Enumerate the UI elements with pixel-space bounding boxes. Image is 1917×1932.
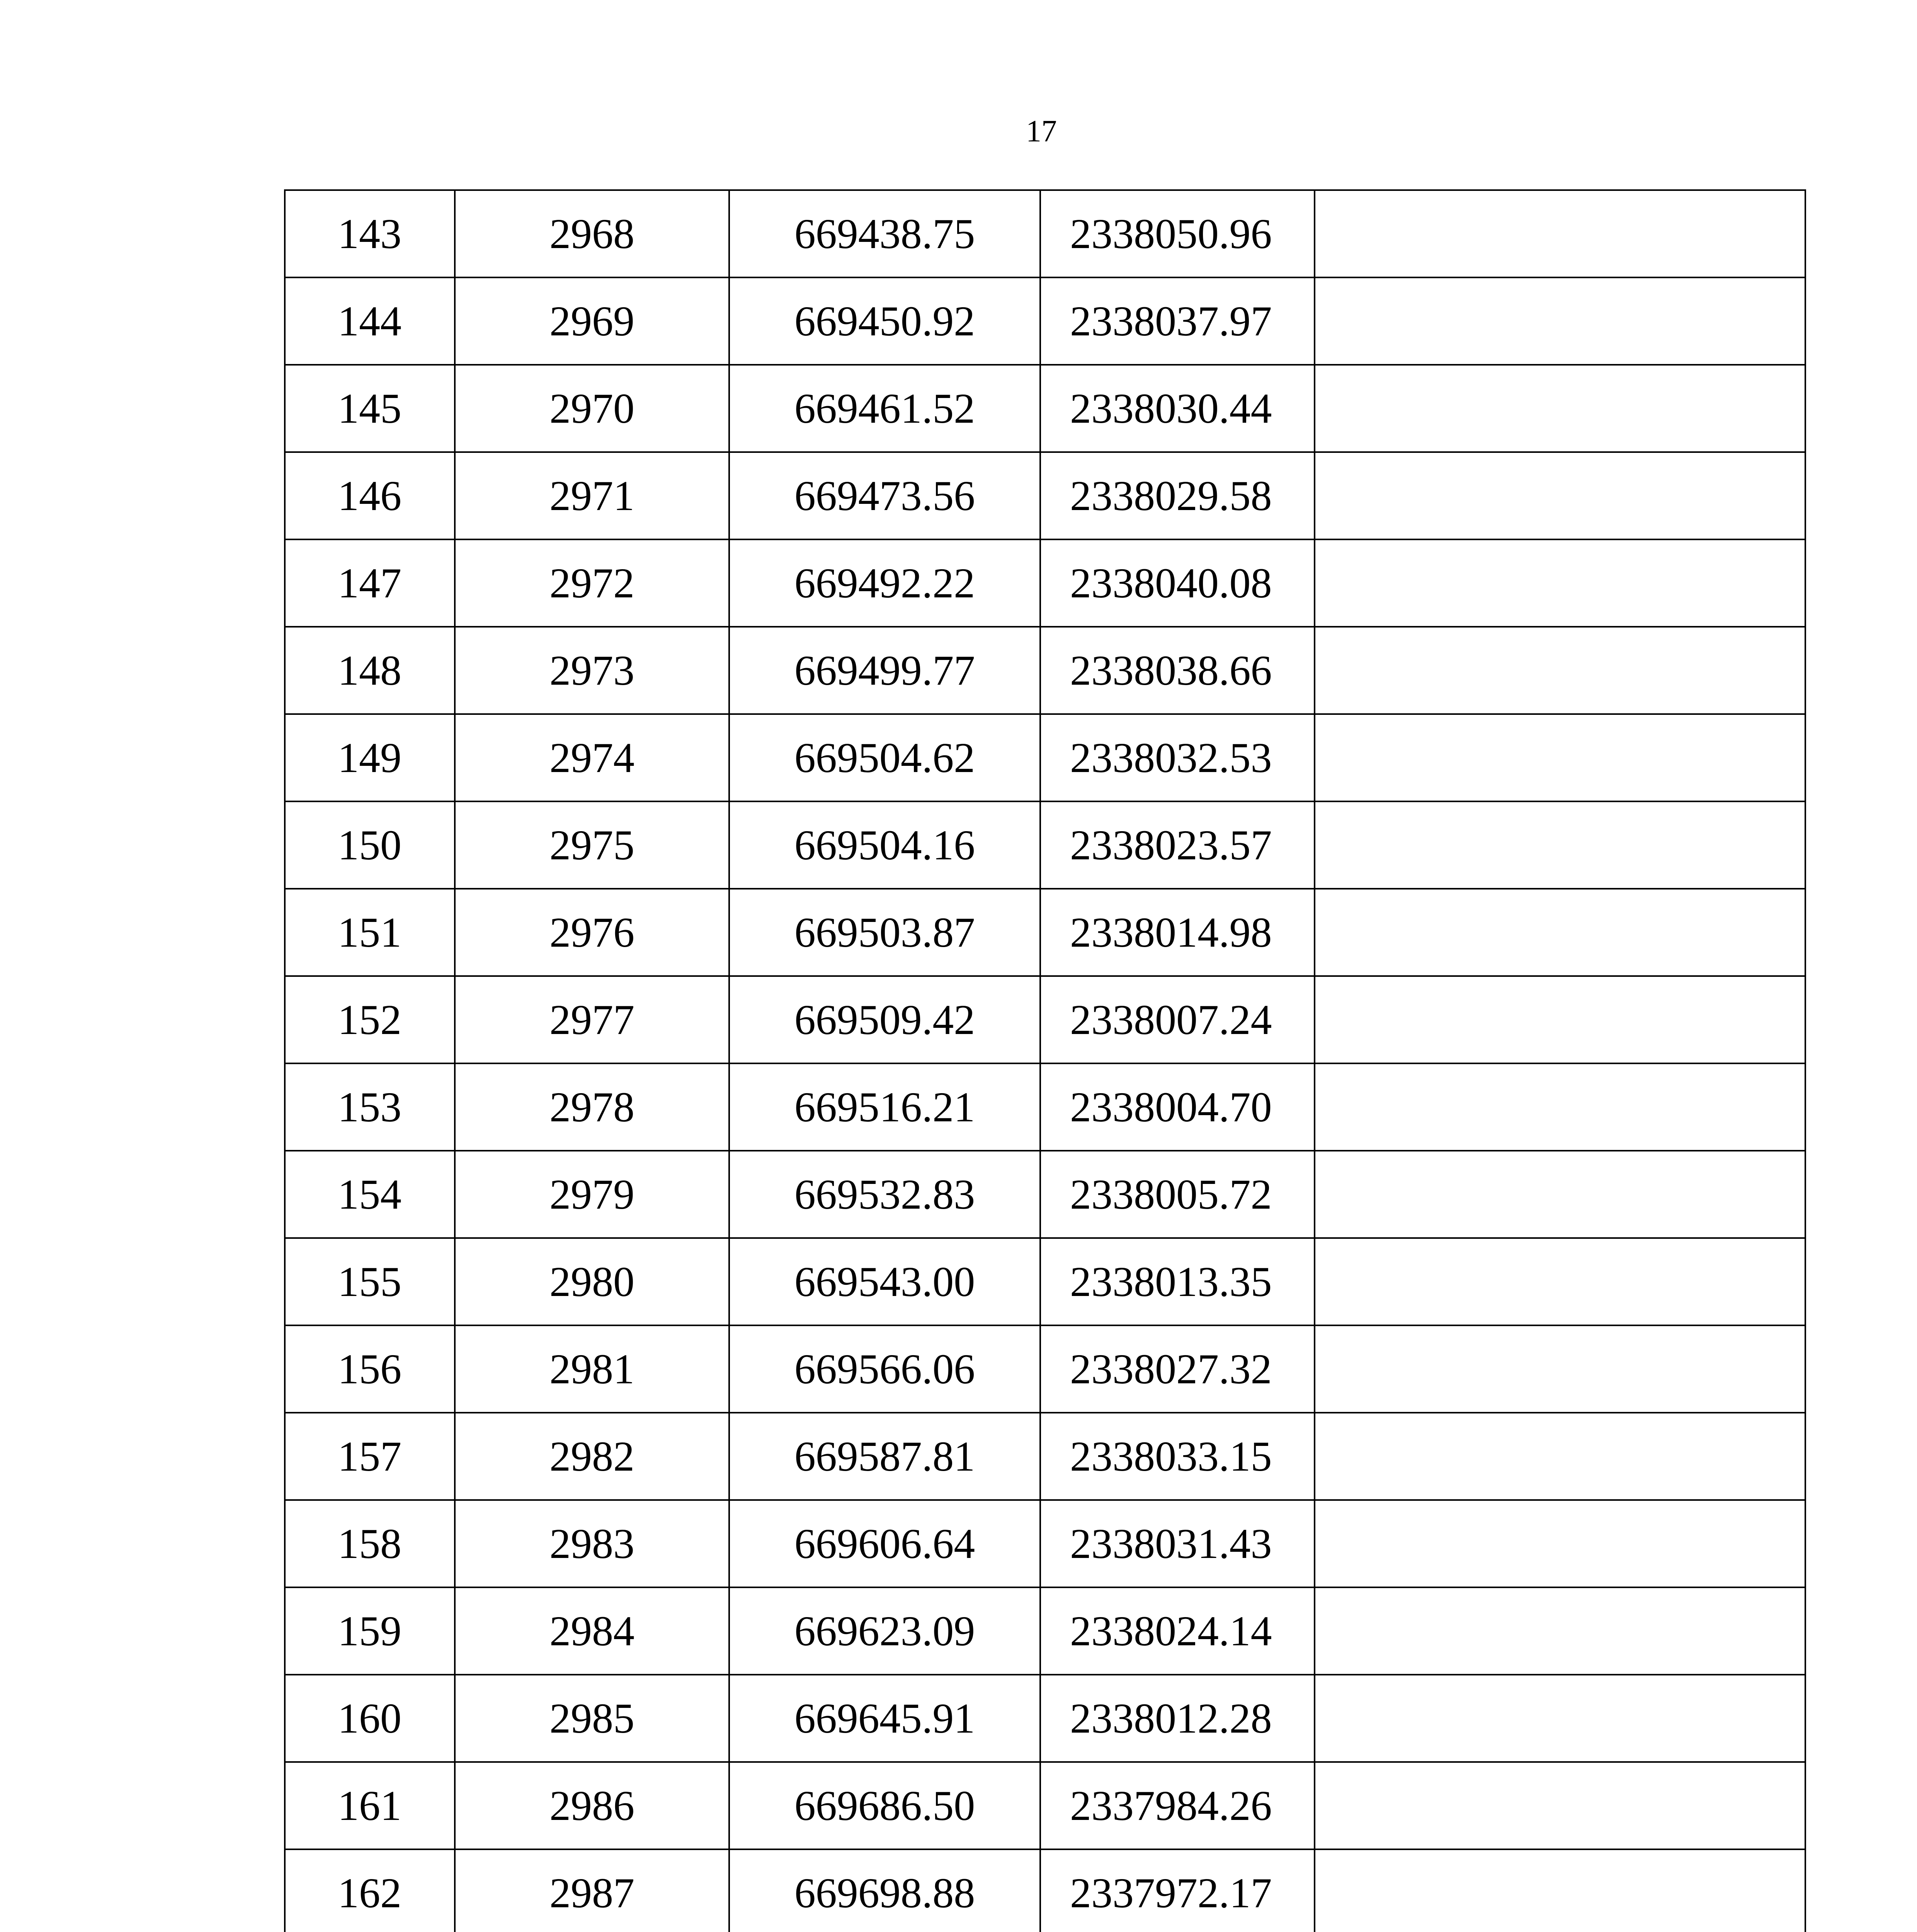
table-cell: 669516.21 — [729, 1063, 1040, 1151]
table-cell: 161 — [285, 1762, 455, 1849]
table-cell — [1315, 1413, 1805, 1500]
table-cell: 669606.64 — [729, 1500, 1040, 1587]
table-cell: 669566.06 — [729, 1325, 1040, 1413]
table-cell: 669532.83 — [729, 1151, 1040, 1238]
table-cell: 669503.87 — [729, 889, 1040, 976]
table-cell — [1315, 1587, 1805, 1675]
table-row — [285, 801, 1805, 889]
table-cell: 2338005.72 — [1040, 1151, 1315, 1238]
table-cell — [1315, 976, 1805, 1063]
table-cell: 2338024.14 — [1040, 1587, 1315, 1675]
coordinate-table — [284, 189, 1806, 1932]
table-cell: 156 — [285, 1325, 455, 1413]
table-cell: 151 — [285, 889, 455, 976]
table-cell: 2987 — [455, 1849, 729, 1932]
table-cell: 2338004.70 — [1040, 1063, 1315, 1151]
table-row — [285, 976, 1805, 1063]
table-row — [285, 714, 1805, 801]
table-cell: 147 — [285, 539, 455, 627]
table-row — [285, 1151, 1805, 1238]
table-cell: 2981 — [455, 1325, 729, 1413]
table-cell: 2983 — [455, 1500, 729, 1587]
table-cell — [1315, 277, 1805, 365]
table-row — [285, 1762, 1805, 1849]
table-cell: 2977 — [455, 976, 729, 1063]
table-cell: 669623.09 — [729, 1587, 1040, 1675]
table-cell: 2986 — [455, 1762, 729, 1849]
table-cell: 153 — [285, 1063, 455, 1151]
table-cell: 2338050.96 — [1040, 190, 1315, 277]
table-row — [285, 277, 1805, 365]
table-cell: 2338032.53 — [1040, 714, 1315, 801]
table-cell: 150 — [285, 801, 455, 889]
table-cell: 144 — [285, 277, 455, 365]
table-cell: 2975 — [455, 801, 729, 889]
table-cell: 669504.62 — [729, 714, 1040, 801]
table-row — [285, 190, 1805, 277]
table-cell: 2984 — [455, 1587, 729, 1675]
table-cell — [1315, 1500, 1805, 1587]
table-cell: 155 — [285, 1238, 455, 1325]
table-row — [285, 1325, 1805, 1413]
table-cell: 2338031.43 — [1040, 1500, 1315, 1587]
table-cell: 2337972.17 — [1040, 1849, 1315, 1932]
page-number: 17 — [1026, 114, 1057, 148]
table-cell: 2985 — [455, 1675, 729, 1762]
table-cell: 669492.22 — [729, 539, 1040, 627]
table-cell: 669504.16 — [729, 801, 1040, 889]
table-cell: 157 — [285, 1413, 455, 1500]
table-cell — [1315, 539, 1805, 627]
table-cell — [1315, 452, 1805, 539]
table-cell: 2338030.44 — [1040, 365, 1315, 452]
table-row — [285, 889, 1805, 976]
table-cell: 159 — [285, 1587, 455, 1675]
table-cell — [1315, 365, 1805, 452]
table-cell — [1315, 1325, 1805, 1413]
table-cell: 2338012.28 — [1040, 1675, 1315, 1762]
table-cell: 154 — [285, 1151, 455, 1238]
table-cell — [1315, 1675, 1805, 1762]
table-cell: 669587.81 — [729, 1413, 1040, 1500]
table-cell: 2972 — [455, 539, 729, 627]
table-row — [285, 1238, 1805, 1325]
table-cell: 143 — [285, 190, 455, 277]
table-row — [285, 452, 1805, 539]
table-cell: 669543.00 — [729, 1238, 1040, 1325]
table-cell: 146 — [285, 452, 455, 539]
table-cell — [1315, 1762, 1805, 1849]
table-cell — [1315, 801, 1805, 889]
table-cell — [1315, 190, 1805, 277]
table-cell: 2338038.66 — [1040, 627, 1315, 714]
table-cell: 148 — [285, 627, 455, 714]
table-cell: 669438.75 — [729, 190, 1040, 277]
table-cell: 669645.91 — [729, 1675, 1040, 1762]
table-cell: 2338037.97 — [1040, 277, 1315, 365]
table-row — [285, 1849, 1805, 1932]
table-cell: 669509.42 — [729, 976, 1040, 1063]
table-row — [285, 1675, 1805, 1762]
table-row — [285, 1500, 1805, 1587]
table-cell: 2338014.98 — [1040, 889, 1315, 976]
table-row — [285, 365, 1805, 452]
table-cell: 149 — [285, 714, 455, 801]
table-cell — [1315, 627, 1805, 714]
table-cell: 2338013.35 — [1040, 1238, 1315, 1325]
table-cell: 145 — [285, 365, 455, 452]
table-cell: 669686.50 — [729, 1762, 1040, 1849]
table-cell: 2982 — [455, 1413, 729, 1500]
table-row — [285, 1587, 1805, 1675]
table-cell: 669450.92 — [729, 277, 1040, 365]
table-row — [285, 627, 1805, 714]
table-cell: 669698.88 — [729, 1849, 1040, 1932]
table-cell: 669499.77 — [729, 627, 1040, 714]
table-cell: 2971 — [455, 452, 729, 539]
table-cell: 2976 — [455, 889, 729, 976]
table-cell: 2337984.26 — [1040, 1762, 1315, 1849]
table-cell: 2973 — [455, 627, 729, 714]
table-row — [285, 1063, 1805, 1151]
table-cell — [1315, 1151, 1805, 1238]
table-cell: 152 — [285, 976, 455, 1063]
table-cell: 2979 — [455, 1151, 729, 1238]
table-cell: 2338040.08 — [1040, 539, 1315, 627]
table-cell — [1315, 1063, 1805, 1151]
table-cell: 2978 — [455, 1063, 729, 1151]
table-cell — [1315, 1238, 1805, 1325]
table-cell — [1315, 889, 1805, 976]
table-cell: 2969 — [455, 277, 729, 365]
table-cell: 2974 — [455, 714, 729, 801]
table-row — [285, 539, 1805, 627]
table-cell: 2338007.24 — [1040, 976, 1315, 1063]
table-cell: 2338029.58 — [1040, 452, 1315, 539]
table-cell: 2338023.57 — [1040, 801, 1315, 889]
table-cell: 2338033.15 — [1040, 1413, 1315, 1500]
table-cell — [1315, 1849, 1805, 1932]
table-row — [285, 1413, 1805, 1500]
table-cell: 669461.52 — [729, 365, 1040, 452]
table-cell: 2980 — [455, 1238, 729, 1325]
table-cell — [1315, 714, 1805, 801]
table-cell: 162 — [285, 1849, 455, 1932]
table-cell: 158 — [285, 1500, 455, 1587]
table-cell: 2338027.32 — [1040, 1325, 1315, 1413]
table-cell: 2968 — [455, 190, 729, 277]
table-body — [285, 190, 1805, 1932]
table-cell: 669473.56 — [729, 452, 1040, 539]
table-cell: 2970 — [455, 365, 729, 452]
table-cell: 160 — [285, 1675, 455, 1762]
